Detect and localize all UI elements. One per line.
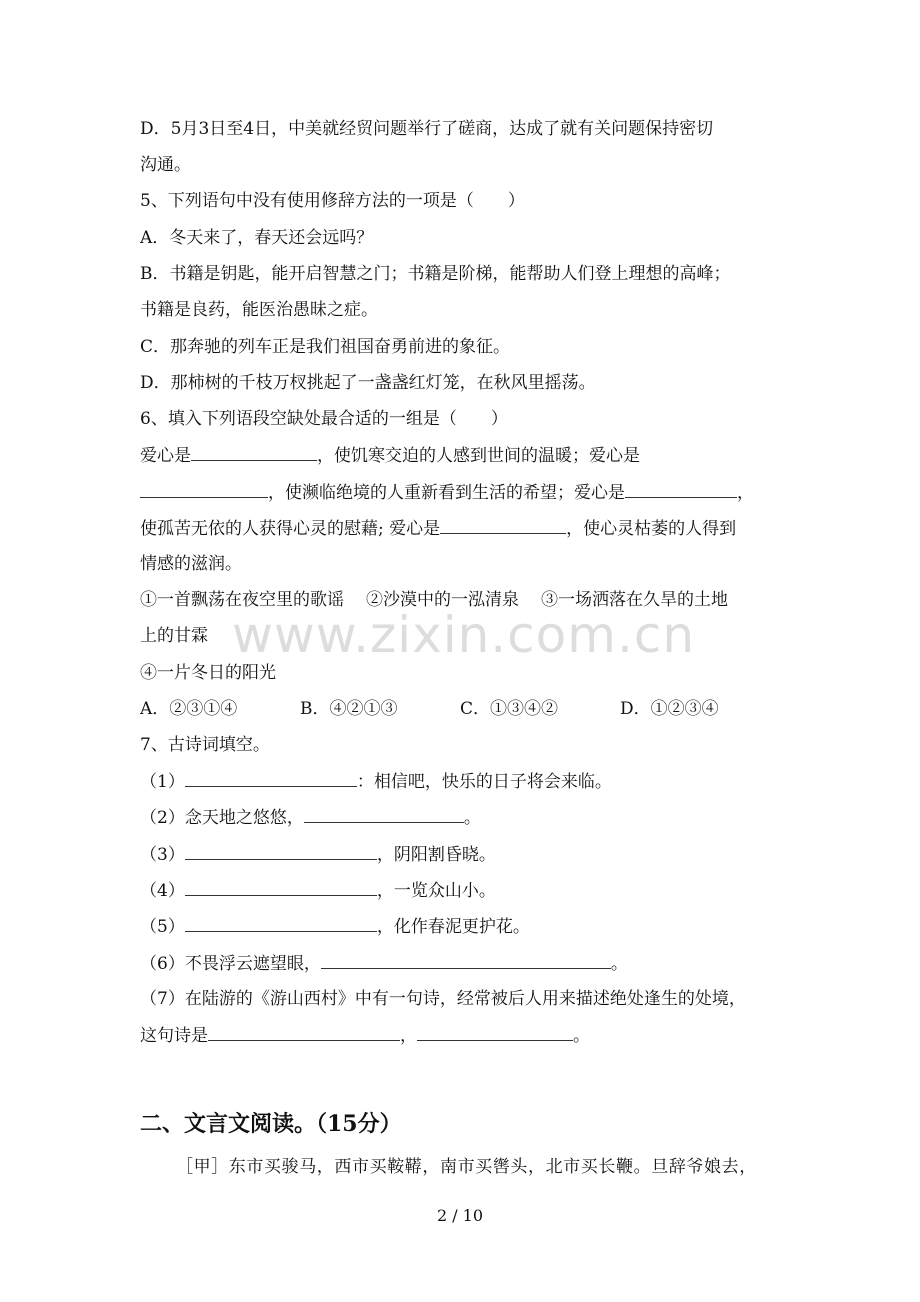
q7-item-7-line2 <box>140 1025 800 1046</box>
q5-option-c: C．那奔驰的列车正是我们祖国奋勇前进的象征。 <box>140 337 511 357</box>
q5-option-b-line1: B．书籍是钥匙，能开启智慧之门；书籍是阶梯，能帮助人们登上理想的高峰； <box>140 264 731 284</box>
q7-item-number: （3） <box>140 845 185 865</box>
q6-passage-line3 <box>140 518 800 539</box>
q6-items-line2: 上的甘霖 <box>140 626 208 646</box>
q7-item-6 <box>140 953 800 974</box>
q6-item-1: ①一首飘荡在夜空里的歌谣 <box>140 590 344 610</box>
q6-option-d[interactable]: D．①②③④ <box>620 699 719 719</box>
q6-items-line1 <box>140 590 800 610</box>
answer-blank[interactable] <box>417 1025 573 1041</box>
q7-item-text: （6）不畏浮云遮望眼， <box>140 954 321 974</box>
watermark: www.zixin.com.cn <box>232 606 696 664</box>
q6-passage-line4: 情感的滋润。 <box>140 554 242 574</box>
answer-blank[interactable] <box>140 482 268 498</box>
q6-option-c[interactable]: C．①③④② <box>460 699 559 719</box>
q7-item-text: 这句诗是 <box>140 1026 208 1046</box>
q7-item-text: ，化作春泥更护花。 <box>376 917 530 937</box>
q7-item-text: ， <box>400 1026 417 1046</box>
q6-text: ，使濒临绝境的人重新看到生活的希望；爱心是 <box>268 483 625 503</box>
answer-blank[interactable] <box>185 771 357 787</box>
q7-item-text: ，一览众山小。 <box>376 881 496 901</box>
answer-blank[interactable] <box>185 880 377 896</box>
answer-blank[interactable] <box>625 482 737 498</box>
q7-item-5 <box>140 916 800 937</box>
q7-item-number: （4） <box>140 881 185 901</box>
q7-item-4 <box>140 880 800 901</box>
q6-option-a[interactable]: A．②③①④ <box>140 699 238 719</box>
q7-item-text: ：相信吧，快乐的日子将会来临。 <box>356 772 612 792</box>
section-2-first-line: ［甲］东市买骏马，西市买鞍鞯，南市买辔头，北市买长鞭。旦辞爷娘去， <box>176 1157 757 1177</box>
q6-option-b[interactable]: B．④②①③ <box>300 699 398 719</box>
q6-stem: 6、填入下列语段空缺处最合适的一组是（ ） <box>140 409 508 429</box>
q7-item-3 <box>140 844 800 865</box>
q6-item-2: ②沙漠中的一泓清泉 <box>366 590 519 610</box>
answer-blank[interactable] <box>208 1025 400 1041</box>
q6-text: 使孤苦无依的人获得心灵的慰藉; 爱心是 <box>140 519 441 539</box>
q5-stem: 5、下列语句中没有使用修辞方法的一项是（ ） <box>140 191 525 211</box>
section-2-title: 二、文言文阅读。（15分） <box>140 1111 402 1137</box>
answer-blank[interactable] <box>191 445 317 461</box>
q5-option-a: A．冬天来了，春天还会远吗？ <box>140 228 374 248</box>
q7-stem: 7、古诗词填空。 <box>140 735 270 755</box>
q6-text: ，使饥寒交迫的人感到世间的温暖；爱心是 <box>317 446 640 466</box>
q5-option-d: D．那柿树的千枝万杈挑起了一盏盏红灯笼，在秋风里摇荡。 <box>140 373 596 393</box>
q6-passage-line1 <box>140 445 800 466</box>
answer-blank[interactable] <box>185 844 377 860</box>
q7-item-text: （2）念天地之悠悠， <box>140 808 304 828</box>
q6-text: ，使心灵枯萎的人得到 <box>566 519 737 539</box>
q6-text: ， <box>737 483 754 503</box>
q6-text: 爱心是 <box>140 446 191 466</box>
answer-blank[interactable] <box>440 518 566 534</box>
q7-item-2 <box>140 807 800 828</box>
q7-item-1 <box>140 771 800 792</box>
q6-options <box>140 699 800 719</box>
answer-blank[interactable] <box>321 953 611 969</box>
q4-option-d-line1: D．5月3日至4日，中美就经贸问题举行了磋商，达成了就有关问题保持密切 <box>140 119 714 139</box>
q6-item-4: ④一片冬日的阳光 <box>140 663 276 683</box>
answer-blank[interactable] <box>185 916 377 932</box>
q7-item-7-line1: （7）在陆游的《游山西村》中有一句诗，经常被后人用来描述绝处逢生的处境， <box>140 989 746 1009</box>
q6-item-3: ③一场洒落在久旱的土地 <box>541 590 728 610</box>
answer-blank[interactable] <box>304 807 464 823</box>
q7-item-text: 。 <box>610 954 628 974</box>
q7-item-text: 。 <box>463 808 481 828</box>
page-number: 2 / 10 <box>436 1206 484 1225</box>
q7-item-number: （1） <box>140 772 185 792</box>
q7-item-text: 。 <box>573 1026 590 1046</box>
q7-item-number: （5） <box>140 917 185 937</box>
q4-option-d-line2: 沟通。 <box>140 155 191 175</box>
q7-item-text: ，阴阳割昏晓。 <box>376 845 496 865</box>
q6-passage-line2 <box>140 482 800 503</box>
q5-option-b-line2: 书籍是良药，能医治愚昧之症。 <box>140 300 378 320</box>
